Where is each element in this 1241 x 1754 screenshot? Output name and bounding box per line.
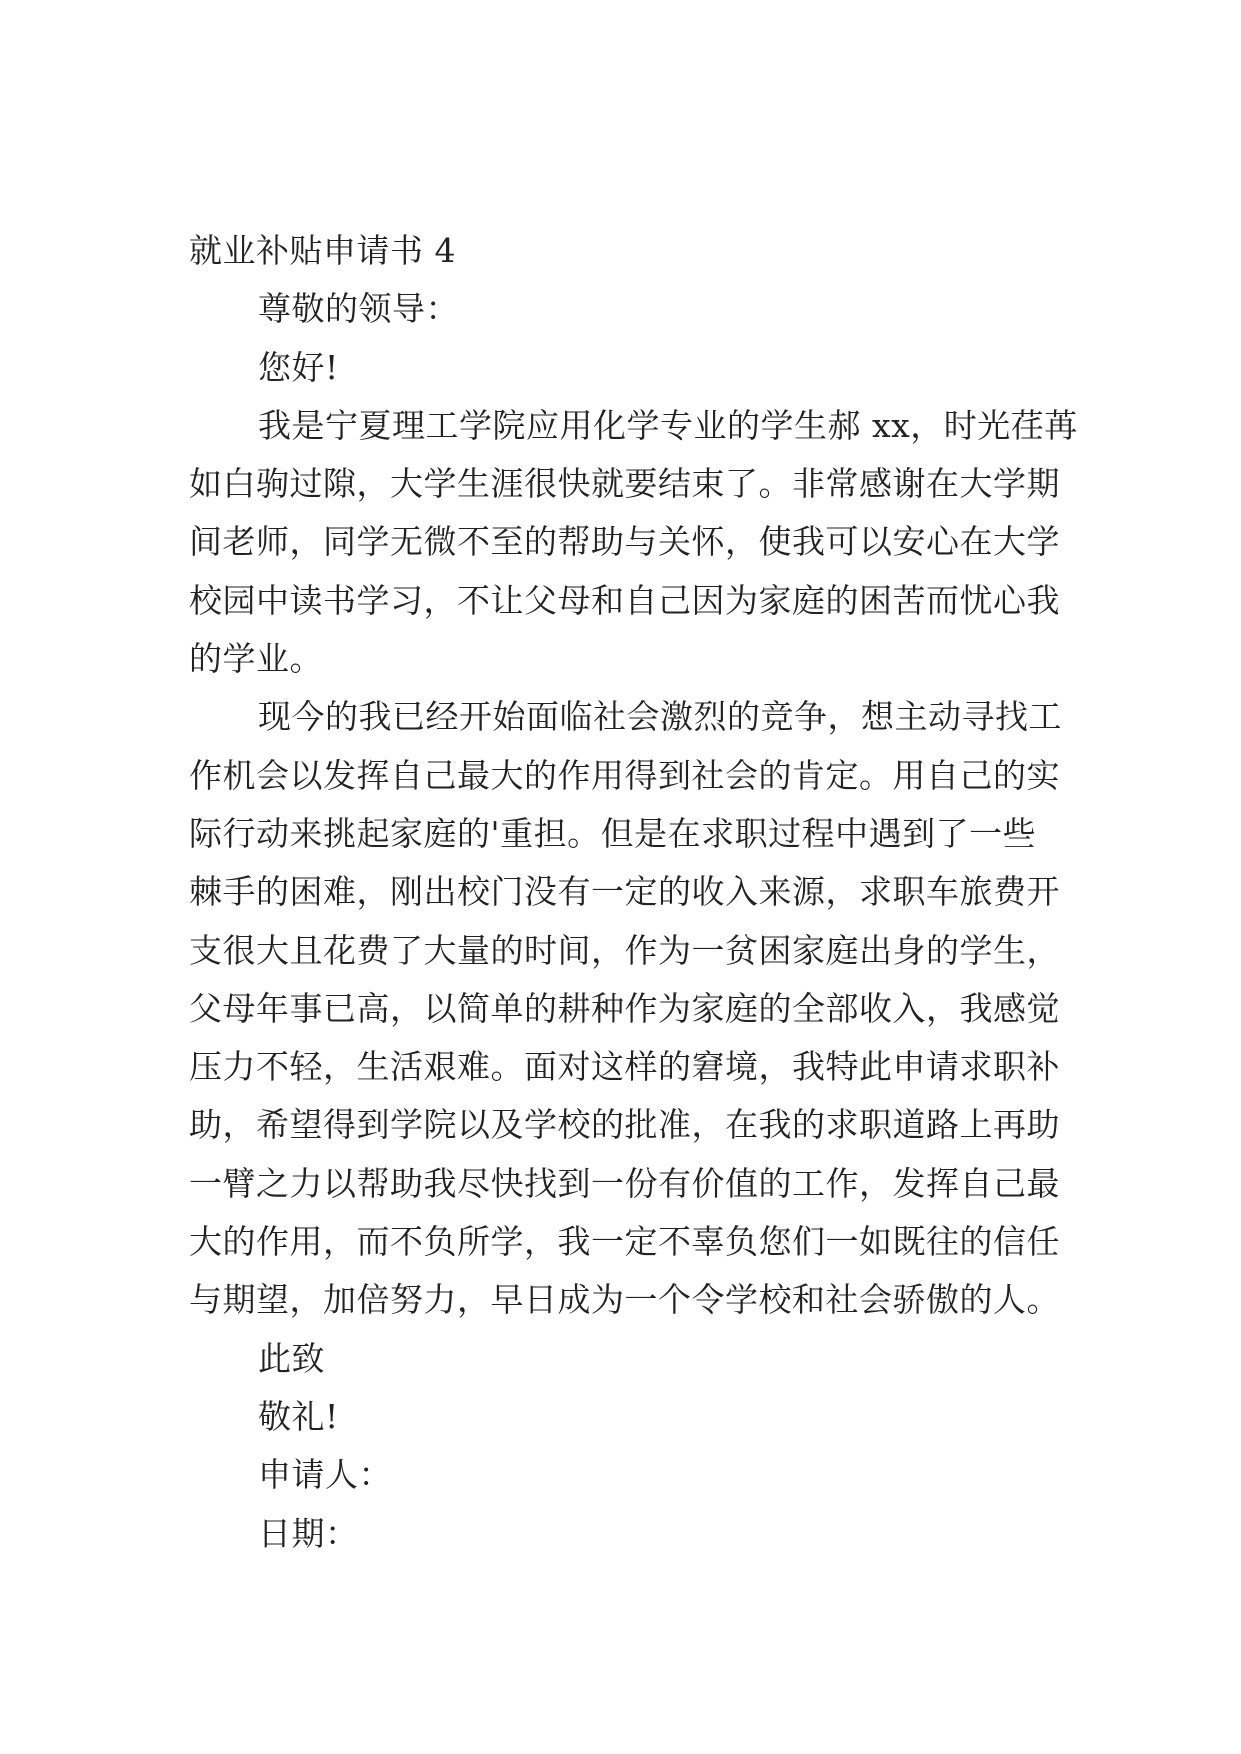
- paragraph2-line: 作机会以发挥自己最大的作用得到社会的肯定。用自己的实: [189, 755, 1060, 795]
- closing-line-2: 敬礼!: [258, 1396, 339, 1436]
- paragraph1-line: 间老师，同学无微不至的帮助与关怀，使我可以安心在大学: [189, 522, 1060, 562]
- applicant-label: 申请人：: [258, 1455, 392, 1495]
- paragraph2-line: 支很大且花费了大量的时间，作为一贫困家庭出身的学生，: [189, 930, 1060, 970]
- paragraph2-line: 一臂之力以帮助我尽快找到一份有价值的工作，发挥自己最: [189, 1163, 1060, 1203]
- document-title: 就业补贴申请书 4: [189, 231, 456, 270]
- salutation: 尊敬的领导：: [258, 289, 459, 329]
- paragraph2-line: 际行动来挑起家庭的'重担。但是在求职过程中遇到了一些: [189, 813, 1037, 853]
- paragraph2-line: 压力不轻，生活艰难。面对这样的窘境，我特此申请求职补: [189, 1047, 1060, 1087]
- paragraph1-line: 如白驹过隙，大学生涯很快就要结束了。非常感谢在大学期: [189, 464, 1060, 504]
- paragraph2-line: 棘手的困难，刚出校门没有一定的收入来源，求职车旅费开: [189, 872, 1060, 912]
- paragraph1-line: 我是宁夏理工学院应用化学专业的学生郝 xx，时光荏苒: [258, 405, 1078, 445]
- letter-body: [189, 222, 1078, 1563]
- paragraph2-line: 现今的我已经开始面临社会激烈的竞争，想主动寻找工: [258, 697, 1062, 737]
- closing-line-1: 此致: [258, 1338, 325, 1378]
- paragraph2-line: 助，希望得到学院以及学校的批准，在我的求职道路上再助: [189, 1105, 1060, 1145]
- date-label: 日期：: [258, 1513, 359, 1553]
- paragraph2-line: 与期望，加倍努力，早日成为一个令学校和社会骄傲的人。: [189, 1280, 1060, 1320]
- paragraph2-line: 父母年事已高，以简单的耕种作为家庭的全部收入，我感觉: [189, 988, 1060, 1028]
- greeting: 您好!: [258, 347, 339, 387]
- paragraph1-line: 校园中读书学习，不让父母和自己因为家庭的困苦而忧心我: [189, 580, 1060, 620]
- paragraph2-line: 大的作用，而不负所学，我一定不辜负您们一如既往的信任: [189, 1222, 1060, 1262]
- paragraph1-line: 的学业。: [189, 639, 323, 679]
